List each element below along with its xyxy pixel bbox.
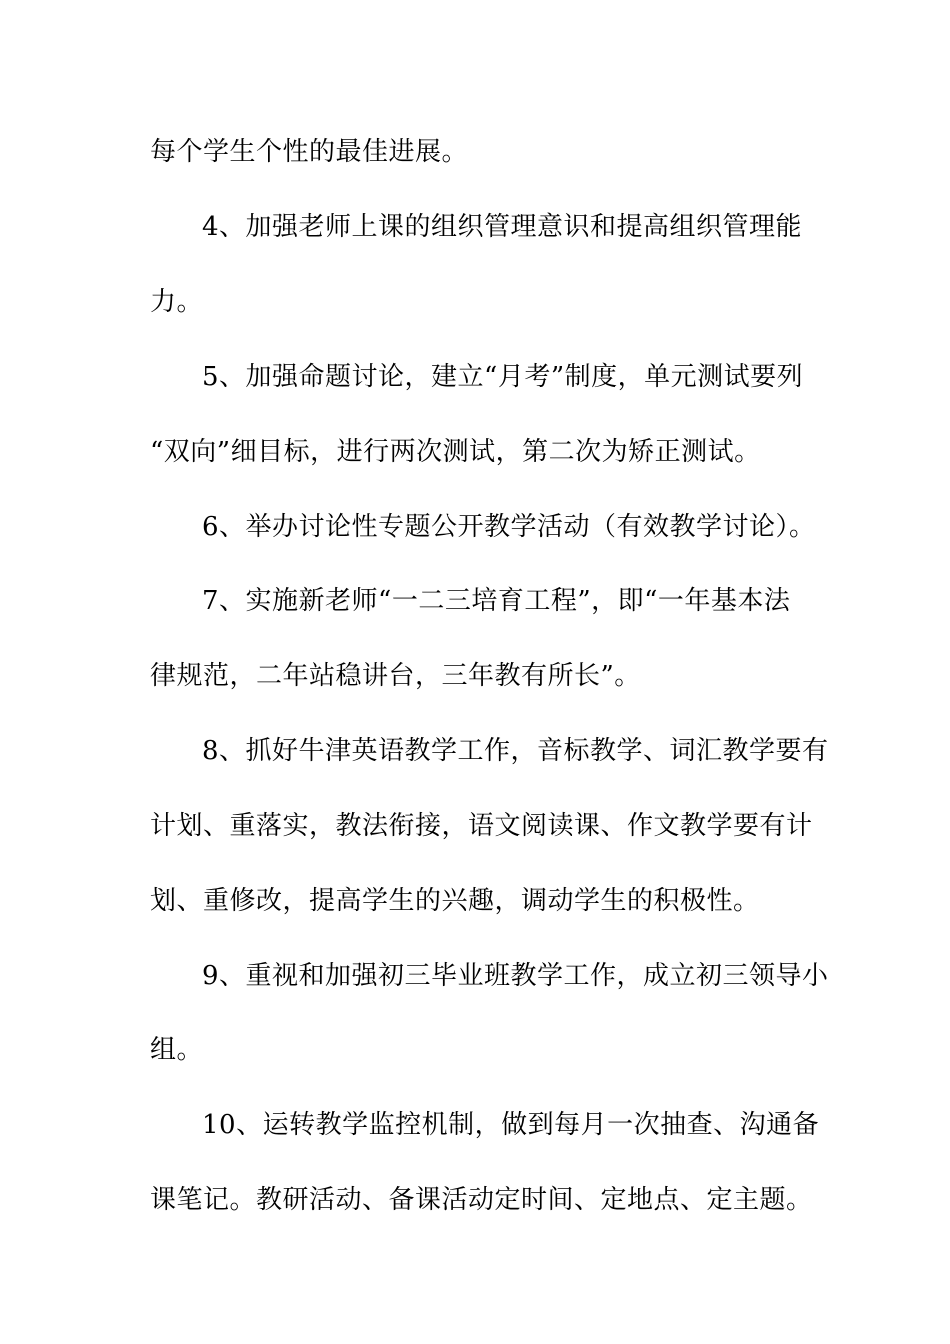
list-item-5: 5、加强命题讨论，建立“月考”制度，单元测试要列 [202,362,804,392]
list-item-6: 6、举办讨论性专题公开教学活动（有效教学讨论）。 [202,512,816,542]
list-item-9: 9、重视和加强初三毕业班教学工作，成立初三领导小 [202,961,829,991]
text-line: 计划、重落实，教法衔接，语文阅读课、作文教学要有计 [150,811,813,841]
list-item-4: 4、加强老师上课的组织管理意识和提高组织管理能 [202,212,803,242]
text-line: “双向”细目标，进行两次测试，第二次为矫正测试。 [150,437,761,467]
list-item-8: 8、抓好牛津英语教学工作，音标教学、词汇教学要有 [202,736,829,766]
text-line: 律规范，二年站稳讲台，三年教有所长”。 [150,661,641,691]
list-item-7: 7、实施新老师“一二三培育工程”，即“一年基本法 [202,586,791,616]
text-line: 组。 [150,1035,204,1065]
text-line: 力。 [150,287,204,317]
list-item-10: 10、运转教学监控机制，做到每月一次抽查、沟通备 [202,1110,820,1140]
text-line: 课笔记。教研活动、备课活动定时间、定地点、定主题。 [150,1185,813,1215]
text-line: 每个学生个性的最佳进展。 [150,137,469,167]
text-line: 划、重修改，提高学生的兴趣，调动学生的积极性。 [150,886,760,916]
